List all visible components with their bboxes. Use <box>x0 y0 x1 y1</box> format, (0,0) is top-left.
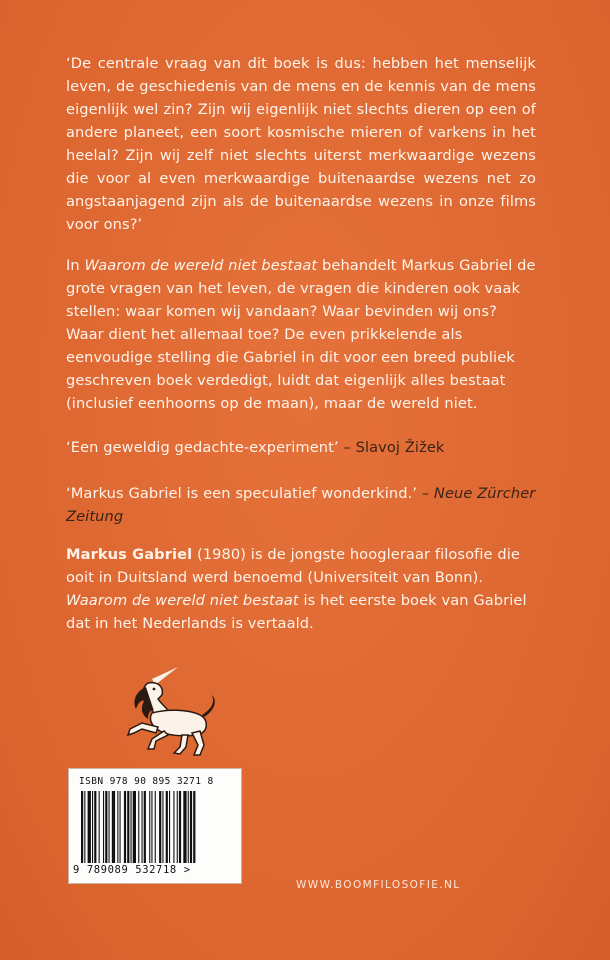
isbn-number: ISBN 978 90 895 3271 8 <box>79 776 214 787</box>
description-paragraph <box>66 254 536 415</box>
unicorn-logo-icon <box>108 665 220 757</box>
description-text: behandelt Markus Gabriel de grote vragen van het leven, de vragen die kinderen ook vaak stellen: waar komen wij vandaan? Waar bevinden wij ons? Waar dient het allemaal toe? De even prikkelende als eenvoudige stelling die Gabriel in dit voor een breed publiek geschreven boek verdedigt, luidt dat eigenlijk alles bestaat (inclusief eenhoorns op de maan), maar de wereld niet. <box>66 257 536 412</box>
blurb-source: – Slavoj Žižek <box>338 439 445 456</box>
publisher-website: WWW.BOOMFILOSOFIE.NL <box>296 879 461 891</box>
author-bio <box>66 543 536 635</box>
blurb-source: – Neue Zürcher Zeitung <box>66 485 536 525</box>
author-bio-text: (1980) is de jongste hoogleraar filosofie die ooit in Duitsland werd benoemd (Universiteit van Bonn). <box>66 546 520 586</box>
barcode-icon <box>79 791 231 863</box>
description-book-title: Waarom de wereld niet bestaat <box>84 257 318 274</box>
barcode-label <box>68 768 242 884</box>
description-prefix: In <box>66 257 85 274</box>
author-name: Markus Gabriel <box>66 546 193 563</box>
blurb-quote: ‘Een geweldig gedachte-experiment’ <box>66 439 339 456</box>
quote-paragraph: ‘De centrale vraag van dit boek is dus: hebben het menselijk leven, de geschiedenis van de mens en de kennis van de mens eigenlijk wel zin? Zijn wij eigenlijk niet slechts dieren op een of andere planeet, een soort kosmische mieren of varkens in het heelal? Zijn wij zelf niet slechts uiterst merkwaardige wezens die voor al even merkwaardige buitenaardse wezens net zo angstaanjagend zijn als de buitenaardse wezens in onze films voor ons?’ <box>66 55 536 233</box>
barcode-digits: 9 789089 532718 > <box>73 864 191 876</box>
blurb-zizek <box>66 436 536 459</box>
blurb-quote: ‘Markus Gabriel is een speculatief wonderkind.’ <box>66 485 418 502</box>
author-bio-book-title: Waarom de wereld niet bestaat <box>66 592 299 609</box>
author-bio-rest: is het eerste boek van Gabriel dat in het Nederlands is vertaald. <box>66 592 527 632</box>
blurb-nzz <box>66 482 536 528</box>
